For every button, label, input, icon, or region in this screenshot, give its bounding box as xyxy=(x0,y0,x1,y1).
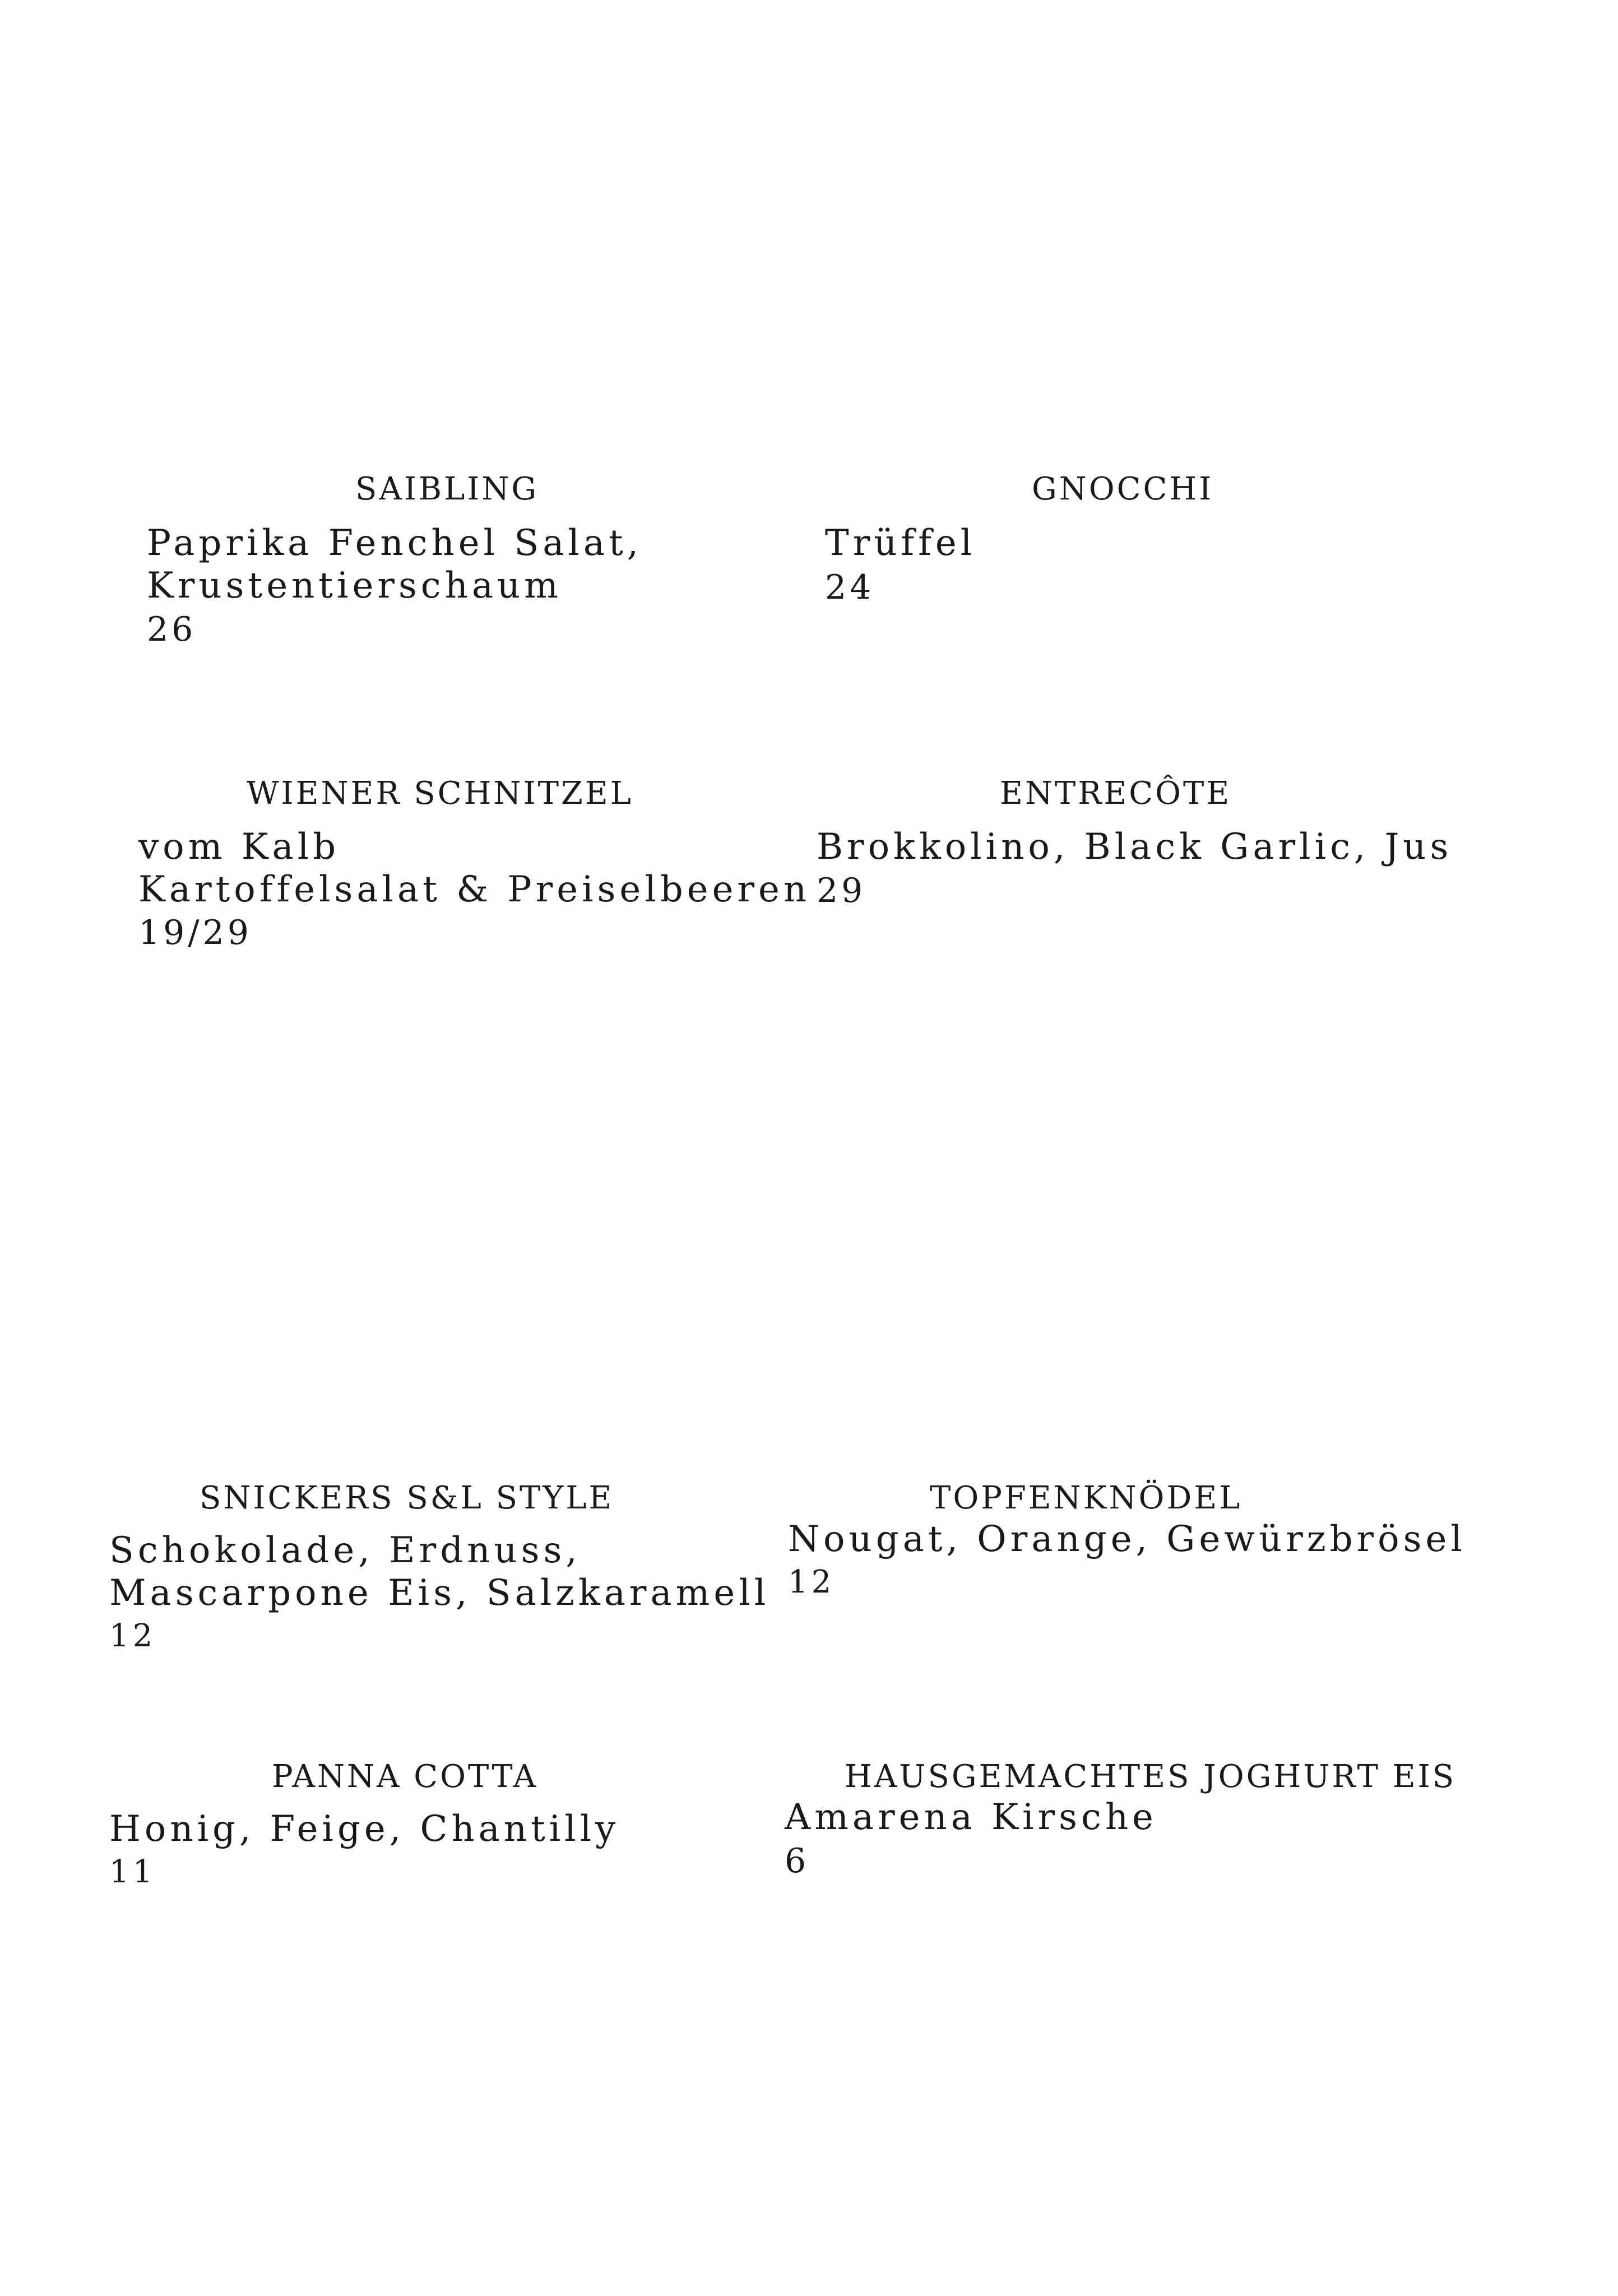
dish-price: 6 xyxy=(785,1841,810,1881)
dish-title: SAIBLING xyxy=(355,471,539,507)
dish-description: Krustentierschaum xyxy=(147,565,562,607)
dish-price: 19/29 xyxy=(138,913,252,952)
dish-description: Mascarpone Eis, Salzkaramell xyxy=(109,1572,770,1614)
dish-price: 24 xyxy=(825,568,875,607)
dish-title: PANNA COTTA xyxy=(272,1758,539,1795)
dish-title: SNICKERS S&L STYLE xyxy=(200,1480,614,1516)
dish-description: Amarena Kirsche xyxy=(785,1797,1157,1838)
dish-description: vom Kalb xyxy=(138,826,340,868)
dish-description: Honig, Feige, Chantilly xyxy=(109,1808,620,1850)
dish-description: Kartoffelsalat & Preiselbeeren xyxy=(138,869,811,910)
dish-title: HAUSGEMACHTES JOGHURT EIS xyxy=(845,1758,1457,1795)
dish-price: 12 xyxy=(788,1564,835,1600)
dish-title: ENTRECÔTE xyxy=(1000,775,1232,812)
dish-description: Schokolade, Erdnuss, xyxy=(109,1530,581,1571)
dish-title: TOPFENKNÖDEL xyxy=(930,1480,1243,1516)
dish-price: 11 xyxy=(109,1854,156,1890)
dish-price: 26 xyxy=(147,610,197,649)
dish-description: Nougat, Orange, Gewürzbrösel xyxy=(788,1519,1466,1560)
dish-description: Paprika Fenchel Salat, xyxy=(147,522,643,564)
dish-title: GNOCCHI xyxy=(1032,471,1214,507)
dish-description: Trüffel xyxy=(825,522,976,564)
dish-price: 29 xyxy=(817,871,866,910)
dish-price: 12 xyxy=(109,1618,156,1654)
dish-title: WIENER SCHNITZEL xyxy=(247,775,633,812)
dish-description: Brokkolino, Black Garlic, Jus xyxy=(817,826,1453,868)
